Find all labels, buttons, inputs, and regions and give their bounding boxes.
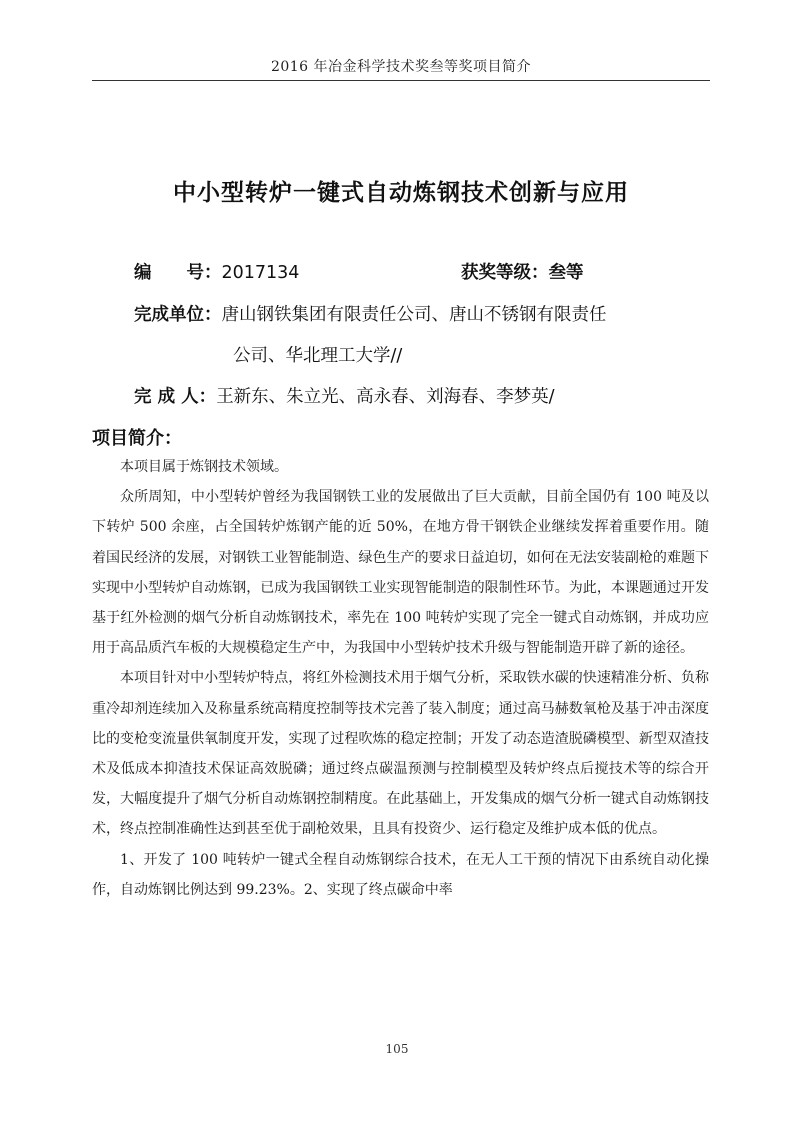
award-label: 获奖等级：	[461, 263, 549, 283]
intro-heading: 项目简介：	[92, 428, 182, 449]
unit-row-continued	[233, 342, 402, 367]
unit-label: 完成单位：	[134, 305, 222, 325]
people-value: 王新东、朱立光、高永春、刘海春、李梦英/	[216, 387, 555, 407]
award-value: 叁等	[548, 263, 584, 283]
unit-row	[134, 301, 607, 326]
award-row	[461, 259, 584, 284]
paragraph: 本项目针对中小型转炉特点，将红外检测技术用于烟气分析，采取铁水碳的快速精准分析、负称重冷却剂连续加入及称量系统高精度控制等技术完善了装入制度；通过高马赫数氧枪及基于冲击深度比的变枪变流量供氧制度开发，实现了过程吹炼的稳定控制；开发了动态造渣脱磷模型、新型双渣技术及低成本抑渣技术保证高效脱磷；通过终点碳温预测与控制模型及转炉终点后搅技术等的综合开发，大幅度提升了烟气分析自动炼钢控制精度。在此基础上，开发集成的烟气分析一键式自动炼钢技术，终点控制准确性达到甚至优于副枪效果，且具有投资少、运行稳定及维护成本低的优点。	[92, 670, 709, 838]
body-text	[92, 452, 709, 905]
unit-value-line1: 唐山钢铁集团有限责任公司、唐山不锈钢有限责任	[221, 305, 607, 325]
number-label: 编 号：	[134, 263, 222, 283]
paragraph: 本项目属于炼钢技术领域。	[120, 459, 288, 475]
people-label: 完 成 人：	[134, 387, 217, 407]
number-row	[134, 259, 299, 284]
number-value: 2017134	[221, 263, 300, 283]
header-rule	[92, 80, 710, 81]
document-title: 中小型转炉一键式自动炼钢技术创新与应用	[173, 180, 629, 206]
paragraph: 1、开发了 100 吨转炉一键式全程自动炼钢综合技术，在无人工干预的情况下由系统自动化操作，自动炼钢比例达到 99.23%。2、实现了终点碳命中率	[92, 851, 709, 898]
people-row	[134, 383, 555, 408]
running-header: 2016 年冶金科学技术奖叁等奖项目简介	[270, 59, 532, 75]
paragraph: 众所周知，中小型转炉曾经为我国钢铁工业的发展做出了巨大贡献，目前全国仍有 100 吨及以下转炉 500 余座，占全国转炉炼钢产能的近 50%，在地方骨干钢铁企业继续发挥着重要作用。随着国民经济的发展，对钢铁工业智能制造、绿色生产的要求日益迫切，如何在无法安装副枪的难题下实现中小型转炉自动炼钢，已成为我国钢铁工业实现智能制造的限制性环节。为此，本课题通过开发基于红外检测的烟气分析自动炼钢技术，率先在 100 吨转炉实现了完全一键式自动炼钢，并成功应用于高品质汽车板的大规模稳定生产中，为我国中小型转炉技术升级与智能制造开辟了新的途径。	[92, 489, 709, 657]
page-number: 105	[385, 1042, 409, 1056]
unit-value-line2: 公司、华北理工大学//	[233, 346, 403, 366]
